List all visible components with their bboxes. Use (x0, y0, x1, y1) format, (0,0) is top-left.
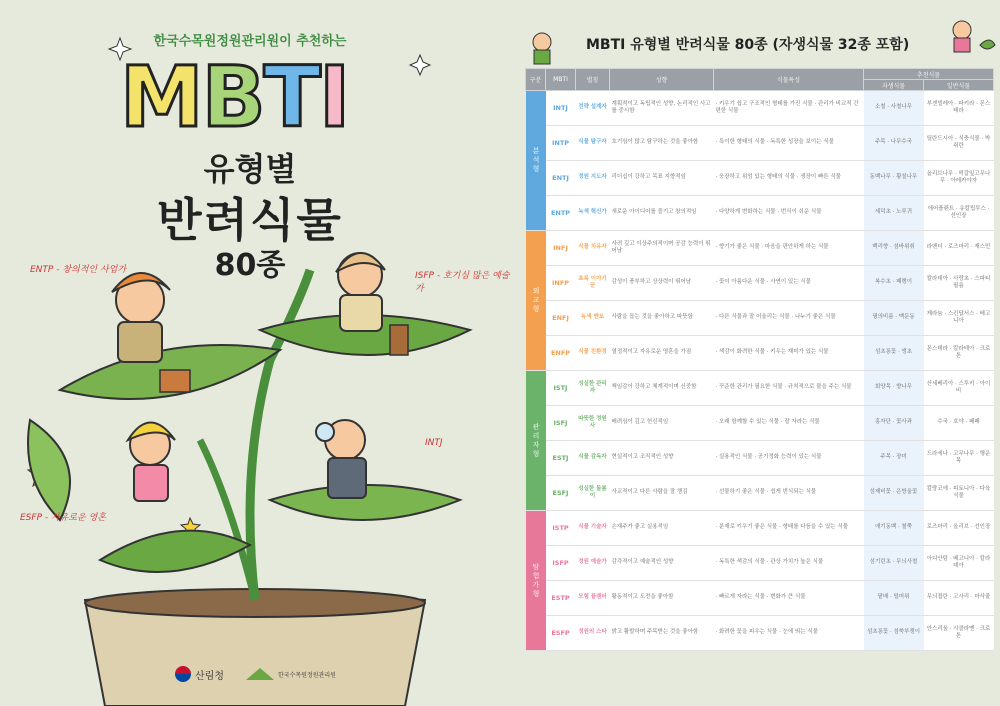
trait-text: 감각적이고 예술적인 성향 (610, 546, 714, 581)
mbti-code: ESTP (546, 581, 576, 616)
general-plants: 안스리움 · 시클라멘 · 크로톤 (924, 616, 994, 651)
table-row (526, 231, 994, 266)
leaf-icon (980, 40, 995, 49)
table-row (526, 126, 994, 161)
mbti-code: INTJ (546, 91, 576, 126)
header-rec: 추천식물 (864, 69, 994, 80)
mbti-code: INFJ (546, 231, 576, 266)
native-plants: 섬초롱꽃 · 앵초 (864, 336, 924, 371)
mbti-logo (120, 48, 400, 146)
role-label: 성실한 돌봄이 (576, 476, 610, 511)
plant-table-panel (510, 0, 1000, 706)
table-row (526, 371, 994, 406)
plant-text: · 선물하기 좋은 식물 · 쉽게 번식되는 식물 (714, 476, 864, 511)
handwritten-note: INTJ (425, 438, 443, 448)
role-label: 성실한 관리자 (576, 371, 610, 406)
poster-subtitle: 한국수목원정원관리원이 추천하는 (153, 34, 347, 49)
table-row (526, 196, 994, 231)
mbti-code: ENTP (546, 196, 576, 231)
native-plants: 섬제비꽃 · 은방울꽃 (864, 476, 924, 511)
plant-text: · 향기가 좋은 식물 · 마음을 편안하게 하는 식물 (714, 231, 864, 266)
native-plants: 홍자단 · 꽃사과 (864, 406, 924, 441)
native-plants: 섬초롱꽃 · 섬쑥부쟁이 (864, 616, 924, 651)
mbti-code: ISFP (546, 546, 576, 581)
trait-text: 사려 깊고 이상주의적이며 공감 능력이 뛰어남 (610, 231, 714, 266)
table-row (526, 336, 994, 371)
handwritten-note: ESFP - 자유로운 영혼 (20, 513, 106, 523)
plant-text: · 다른 식물과 잘 어울리는 식물 · 나누기 좋은 식물 (714, 301, 864, 336)
trait-text: 계획적이고 독립적인 성향, 논리적인 사고를 중시함 (610, 91, 714, 126)
magnifier-icon (316, 423, 334, 441)
role-label: 초록 이야기꾼 (576, 266, 610, 301)
mbti-code: ISFJ (546, 406, 576, 441)
header-mbti: MBTI (546, 69, 576, 91)
forest-service-logo: 산림청 (195, 670, 224, 682)
table-row (526, 266, 994, 301)
mbti-code: ISTP (546, 511, 576, 546)
role-label: 식물 감독자 (576, 441, 610, 476)
mbti-code: ENFP (546, 336, 576, 371)
trait-text: 새로운 아이디어를 즐기고 창의적임 (610, 196, 714, 231)
general-plants: 아디안텀 · 베고니아 · 칼라데아 (924, 546, 994, 581)
poster-title-3: 80종 (214, 248, 286, 283)
trait-text: 현실적이고 조직적인 성향 (610, 441, 714, 476)
trait-text: 배려심이 깊고 헌신적임 (610, 406, 714, 441)
plant-text: · 빠르게 자라는 식물 · 변화가 큰 식물 (714, 581, 864, 616)
character-icon (953, 21, 971, 39)
role-label: 식물 친환경 (576, 336, 610, 371)
general-plants: 무늬접란 · 고사리 · 마삭줄 (924, 581, 994, 616)
table-row (526, 406, 994, 441)
sparkle-icon (410, 55, 430, 75)
mbti-code: ENFJ (546, 301, 576, 336)
role-label: 정원 지도자 (576, 161, 610, 196)
table-row (526, 441, 994, 476)
header-trait: 성향 (610, 69, 714, 91)
plant-text: · 색감이 화려한 식물 · 키우는 재미가 있는 식물 (714, 336, 864, 371)
mbti-letter: M (120, 48, 202, 146)
native-plants: 회양목 · 향나무 (864, 371, 924, 406)
mountain-logo-icon (246, 668, 274, 680)
table-row (526, 91, 994, 126)
general-plants: 드라세나 · 고무나무 · 행운목 (924, 441, 994, 476)
trait-text: 사교적이고 다른 사람을 잘 챙김 (610, 476, 714, 511)
role-label: 식물 기술자 (576, 511, 610, 546)
general-plants: 제라늄 · 스킨답서스 · 베고니아 (924, 301, 994, 336)
leaf (28, 420, 70, 520)
table-row (526, 546, 994, 581)
mbti-code: ESFP (546, 616, 576, 651)
trait-text: 호기심이 많고 탐구하는 것을 좋아함 (610, 126, 714, 161)
native-plants: 동백나무 · 황칠나무 (864, 161, 924, 196)
table-row (526, 161, 994, 196)
group-label: 외교형 (526, 231, 546, 371)
trait-text: 밝고 활발하며 주목받는 것을 좋아함 (610, 616, 714, 651)
table-row (526, 511, 994, 546)
mbti-plant-table (525, 68, 994, 651)
table-row (526, 476, 994, 511)
header-plant: 식물특성 (714, 69, 864, 91)
character-icon (533, 33, 551, 51)
native-plants: 세덕초 · 노루귀 (864, 196, 924, 231)
poster-title-1: 유형별 (203, 150, 297, 188)
role-label: 식물 치유자 (576, 231, 610, 266)
table-title: MBTI 유형별 반려식물 80종 (자생식물 32종 포함) (586, 37, 910, 53)
role-label: 정원의 스타 (576, 616, 610, 651)
trait-text: 사람을 돕는 것을 좋아하고 따뜻함 (610, 301, 714, 336)
table-row (526, 301, 994, 336)
plant-text: · 실용적인 식물 · 공기정화 능력이 있는 식물 (714, 441, 864, 476)
general-plants: 칼랑코에 · 피토니아 · 다육식물 (924, 476, 994, 511)
native-plants: 꿩의비름 · 맥문동 (864, 301, 924, 336)
native-plants: 백리향 · 섬바위취 (864, 231, 924, 266)
mbti-code: ESTJ (546, 441, 576, 476)
general-plants: 로즈마리 · 올리브 · 선인장 (924, 511, 994, 546)
group-label: 탐험가형 (526, 511, 546, 651)
leaf (100, 531, 250, 572)
trait-text: 감성이 풍부하고 상상력이 뛰어남 (610, 266, 714, 301)
group-label: 분석형 (526, 91, 546, 231)
general-plants: 산세베리아 · 스투키 · 아이비 (924, 371, 994, 406)
arboretum-logo: 한국수목원정원관리원 (277, 671, 336, 679)
plant-text: · 오래 함께할 수 있는 식물 · 잘 자라는 식물 (714, 406, 864, 441)
table-body (526, 91, 994, 651)
native-plants: 소철 · 사철나무 (864, 91, 924, 126)
logo-bar (175, 666, 336, 682)
native-plants: 팥배 · 털머위 (864, 581, 924, 616)
general-plants: 올리브나무 · 떡갈잎고무나무 · 아레카야자 (924, 161, 994, 196)
native-plants: 애기동백 · 철쭉 (864, 511, 924, 546)
handwritten-note: ISFP - 호기심 많은 예술가 (415, 271, 510, 294)
general-plants: 몬스테라 · 칼라테아 · 크로톤 (924, 336, 994, 371)
role-label: 식물 탐구자 (576, 126, 610, 161)
mbti-code: ESFJ (546, 476, 576, 511)
header-general: 일반식물 (924, 80, 994, 91)
plant-text: · 화려한 꽃을 피우는 식물 · 눈에 띄는 식물 (714, 616, 864, 651)
plant-text: · 독특한 색감의 식물 · 관상 가치가 높은 식물 (714, 546, 864, 581)
general-plants: 라벤더 · 로즈마리 · 재스민 (924, 231, 994, 266)
native-plants: 주목 · 장미 (864, 441, 924, 476)
poster-title-2: 반려식물 (157, 193, 343, 247)
role-label: 녹색 멘토 (576, 301, 610, 336)
plant-text: · 꾸준한 관리가 필요한 식물 · 규칙적으로 물을 주는 식물 (714, 371, 864, 406)
mbti-letter: B (201, 48, 264, 146)
plant-text: · 다양하게 변화하는 식물 · 번식이 쉬운 식물 (714, 196, 864, 231)
role-label: 전략 설계자 (576, 91, 610, 126)
header-role: 별칭 (576, 69, 610, 91)
plant-text: · 키우기 쉽고 구조적인 형태를 가진 식물 · 관리가 비교적 간편한 식물 (714, 91, 864, 126)
plant-text: · 특이한 형태의 식물 · 독특한 성장을 보이는 식물 (714, 126, 864, 161)
mbti-code: INFP (546, 266, 576, 301)
general-plants: 칼라데아 · 사랑초 · 스파티필름 (924, 266, 994, 301)
general-plants: 부겐빌레아 · 파키라 · 몬스테라 (924, 91, 994, 126)
mbti-letter: T (263, 48, 319, 146)
korea-emblem-icon (175, 666, 191, 682)
header-group: 구분 (526, 69, 546, 91)
plant-text: · 분재로 키우기 좋은 식물 · 형태를 다듬을 수 있는 식물 (714, 511, 864, 546)
mbti-code: ISTJ (546, 371, 576, 406)
general-plants: 틸란드시아 · 식충식물 · 박쥐란 (924, 126, 994, 161)
native-plants: 주목 · 나무수국 (864, 126, 924, 161)
trait-text: 손재주가 좋고 실용적임 (610, 511, 714, 546)
table-row (526, 581, 994, 616)
role-label: 정원 예술가 (576, 546, 610, 581)
group-label: 관리자형 (526, 371, 546, 511)
native-plants: 섬기린초 · 무늬사철 (864, 546, 924, 581)
plant-text: · 꽃이 아름다운 식물 · 사연이 있는 식물 (714, 266, 864, 301)
general-plants: 수국 · 호야 · 페페 (924, 406, 994, 441)
plant-text: · 웅장하고 위엄 있는 형태의 식물 · 생장이 빠른 식물 (714, 161, 864, 196)
mbti-code: ENTJ (546, 161, 576, 196)
trait-text: 활동적이고 도전을 좋아함 (610, 581, 714, 616)
table-row (526, 616, 994, 651)
native-plants: 복수초 · 패랭이 (864, 266, 924, 301)
trait-text: 책임감이 강하고 체계적이며 신중함 (610, 371, 714, 406)
mbti-letter: I (318, 48, 349, 146)
trait-text: 리더십이 강하고 목표 지향적임 (610, 161, 714, 196)
general-plants: 에어플랜트 · 유칼립투스 · 선인장 (924, 196, 994, 231)
role-label: 녹색 혁신가 (576, 196, 610, 231)
trait-text: 열정적이고 자유로운 영혼을 가짐 (610, 336, 714, 371)
header-native: 자생식물 (864, 80, 924, 91)
mbti-code: INTP (546, 126, 576, 161)
role-label: 따뜻한 정원사 (576, 406, 610, 441)
role-label: 모험 플랜터 (576, 581, 610, 616)
handwritten-note: ENTP - 창의적인 사업가 (30, 265, 127, 275)
